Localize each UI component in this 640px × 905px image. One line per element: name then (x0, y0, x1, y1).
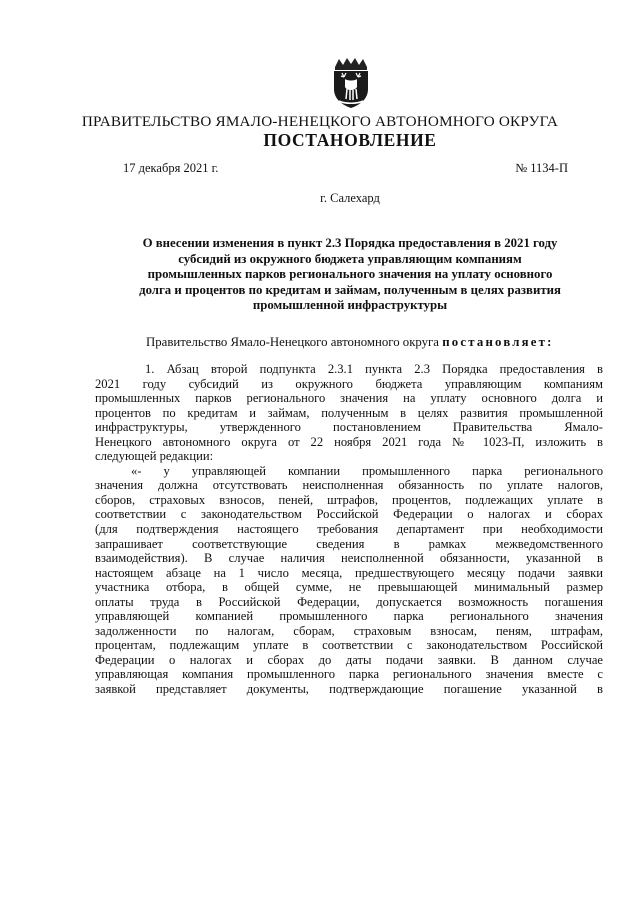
title-line: промышленной инфраструктуры (252, 298, 448, 313)
title-line: промышленных парков регионального значения на уплату основного (147, 267, 553, 282)
body-line: настоящем абзаце на 1 число месяца, предшествующего месяцу подачи заявки (95, 565, 603, 580)
body-line: соответствии с законодательством Российской Федерации о налогах и сборах (95, 507, 603, 522)
document-number: № 1134-П (515, 161, 568, 175)
body-line: запрашивает соответствующие сведения в рамках межведомственного (95, 536, 603, 551)
document-title (96, 236, 604, 314)
body-line: (для подтверждения настоящего требования департамент при необходимости (95, 522, 603, 537)
body-line: следующей редакции: (95, 449, 214, 464)
body-line: оплаты труда в Российской Федерации, допускается возможность погашения (95, 594, 603, 609)
body-line: управляющей компанией промышленного парка регионального значения (95, 609, 603, 624)
document-type: ПОСТАНОВЛЕНИЕ (263, 130, 437, 150)
body-line: сборов, страховых взносов, пеней, штрафов, процентов, подлежащих уплате в (95, 492, 603, 507)
document-city: г. Салехард (320, 191, 380, 205)
title-line: субсидий из окружного бюджета управляющим компаниям (178, 251, 522, 266)
body-line: задолженности по налогам, сборам, страховым взносам, пеням, штрафам, (95, 623, 603, 638)
document-body (95, 362, 603, 697)
body-line: участника отбора, в общей сумме, не превышающей минимальный размер (95, 580, 603, 595)
body-line: Федерации о налогах и сборах до даты подачи заявки. В данном случае (95, 652, 603, 667)
body-line: промышленных парков регионального значения на уплату основного долга и (95, 391, 603, 406)
body-line: значения должна отсутствовать неисполненная обязанность по уплате налогов, (95, 478, 603, 493)
body-line: процентов по кредитам и займам, полученным в целях развития промышленной (95, 405, 603, 420)
body-line: Ненецкого автономного округа от 22 ноября 2021 года № 1023-П, изложить в (95, 434, 603, 449)
body-line: управляющая компания промышленного парка регионального значения вместе с (95, 667, 603, 682)
document-date: 17 декабря 2021 г. (123, 161, 219, 175)
decree-line (146, 335, 554, 350)
body-line: «- у управляющей компании промышленного парка регионального (131, 463, 603, 478)
body-line: 2021 году субсидий из окружного бюджета управляющим компаниям (95, 376, 603, 391)
decree-verb: постановляет: (442, 335, 554, 349)
body-line: 1. Абзац второй подпункта 2.3.1 пункта 2.3 Порядка предоставления в (145, 362, 603, 376)
title-line: О внесении изменения в пункт 2.3 Порядка предоставления в 2021 году (142, 236, 558, 250)
yamal-coat-of-arms-icon (327, 57, 375, 109)
decree-lead: Правительство Ямало-Ненецкого автономного округа (146, 335, 443, 349)
title-line: долга и процентов по кредитам и займам, полученным в целях развития (139, 282, 561, 297)
body-line: инфраструктуры, утвержденного постановлением Правительства Ямало- (95, 420, 603, 435)
body-line: процентам, подлежащим уплате в соответствии с законодательством Российской (95, 638, 603, 653)
government-name: ПРАВИТЕЛЬСТВО ЯМАЛО-НЕНЕЦКОГО АВТОНОМНОГО ОКРУГА (81, 113, 559, 130)
body-line: взаимодействия). В случае наличия неисполненной обязанности, указанной в (95, 551, 603, 566)
body-line: заявкой представляет документы, подтверждающие погашение указанной в (95, 682, 603, 697)
